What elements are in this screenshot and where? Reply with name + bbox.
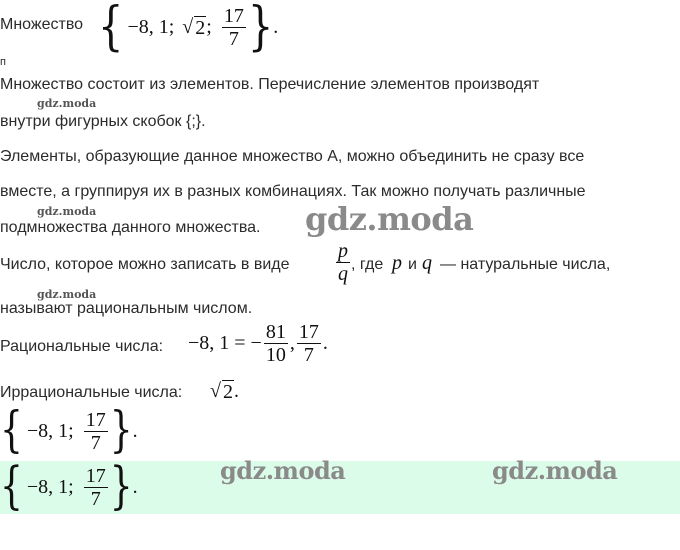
left-brace: { xyxy=(98,0,124,57)
answer-frac-den: 7 xyxy=(90,487,101,510)
subset-left-brace: { xyxy=(0,402,23,458)
paragraph-1-line-2: внутри фигурных скобок {;}. xyxy=(0,113,206,130)
irrational-expression xyxy=(210,380,239,403)
header-set-expression xyxy=(98,0,279,57)
rational-comma: , xyxy=(289,332,295,354)
irrational-label: Иррациональные числа: xyxy=(0,384,183,401)
header-end-dot: . xyxy=(273,15,279,38)
radical-icon: √ xyxy=(182,15,194,38)
paragraph-2-line-3: подмножества данного множества. xyxy=(0,219,261,236)
subset-item: −8, 1; xyxy=(26,419,74,442)
rational-frac-17-7 xyxy=(297,321,321,366)
answer-frac-num: 17 xyxy=(85,464,106,487)
subset-dot: . xyxy=(132,419,138,442)
stray-letter: п xyxy=(0,56,6,68)
header-set-item-1: −8, 1; xyxy=(127,15,175,38)
watermark-big-2: gdz.moda xyxy=(220,456,346,485)
pq-num: p xyxy=(338,240,348,262)
answer-expression xyxy=(0,457,138,515)
header-semicolon: ; xyxy=(206,15,212,38)
irrational-sqrt xyxy=(210,380,234,403)
paragraph-2-line-1: Элементы, образующие данное множество A, можно объединить не сразу все xyxy=(0,148,585,165)
answer-fraction xyxy=(84,465,108,510)
paragraph-3-line-1-b: , где xyxy=(351,256,384,273)
subset-expression xyxy=(0,402,138,458)
answer-item: −8, 1; xyxy=(26,475,74,498)
answer-right-brace: } xyxy=(109,457,133,515)
paragraph-3-line-1-a: Число, которое можно записать в виде xyxy=(0,256,290,273)
watermark-big-1: gdz.moda xyxy=(305,200,474,238)
var-p: p xyxy=(392,252,402,274)
answer-dot: . xyxy=(132,475,138,498)
rational-frac-81-10 xyxy=(264,321,288,366)
rational-lhs: −8, 1 = − xyxy=(188,332,262,354)
irrational-sqrt-value: 2 xyxy=(222,381,233,403)
frac-81-num: 81 xyxy=(265,321,286,343)
rational-dot: . xyxy=(322,332,328,354)
subset-right-brace: } xyxy=(109,402,133,458)
var-q: q xyxy=(422,252,432,274)
answer-left-brace: { xyxy=(0,457,23,515)
right-brace: } xyxy=(247,0,274,57)
subset-frac-den: 7 xyxy=(90,431,101,454)
paragraph-3-line-2: называют рациональным числом. xyxy=(0,300,253,317)
irrational-dot: . xyxy=(233,380,239,402)
pq-frac xyxy=(336,240,350,285)
header-label: Множество xyxy=(0,16,84,33)
subset-fraction xyxy=(84,409,108,454)
rational-label: Рациональные числа: xyxy=(0,338,164,355)
pq-fraction xyxy=(334,240,352,285)
frac-17-num: 17 xyxy=(298,321,319,343)
radical-icon: √ xyxy=(210,380,221,402)
rational-expression xyxy=(188,321,328,366)
header-fraction xyxy=(222,5,246,50)
watermark-big-3: gdz.moda xyxy=(492,456,618,485)
frac-81-den: 10 xyxy=(265,344,286,366)
watermark-small-3: gdz.moda xyxy=(37,288,97,301)
header-sqrt xyxy=(182,16,206,39)
header-frac-den: 7 xyxy=(228,27,239,50)
paragraph-3-line-1-d: — натуральные числа, xyxy=(440,256,611,273)
header-sqrt-value: 2 xyxy=(195,16,206,39)
frac-17-den: 7 xyxy=(303,344,314,366)
paragraph-1-line-1: Множество состоит из элементов. Перечисление элементов производят xyxy=(0,76,540,93)
subset-frac-num: 17 xyxy=(85,408,106,431)
paragraph-3-line-1-c: и xyxy=(408,256,417,273)
header-frac-num: 17 xyxy=(223,4,244,27)
watermark-small-1: gdz.moda xyxy=(37,97,97,110)
watermark-small-2: gdz.moda xyxy=(37,205,97,218)
pq-den: q xyxy=(338,263,348,285)
paragraph-2-line-2: вместе, а группируя их в разных комбинациях. Так можно получать различные xyxy=(0,183,586,200)
